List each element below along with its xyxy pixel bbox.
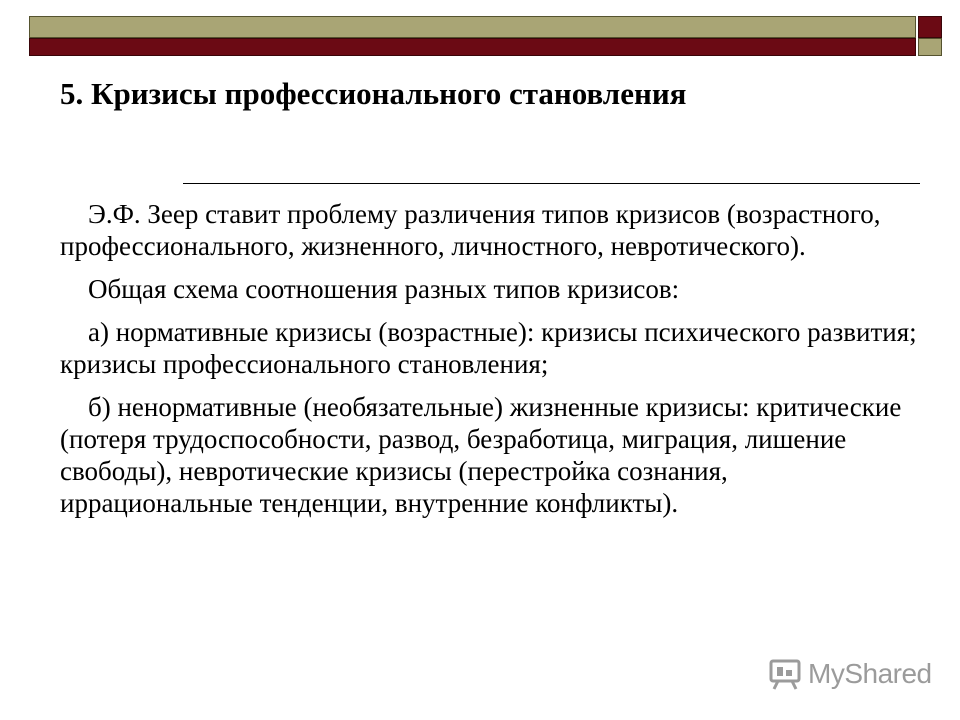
paragraph-normative: а) нормативные кризисы (возрастные): кризисы психического развития; кризисы профессионального становления; — [60, 317, 917, 379]
slide-body — [60, 198, 920, 530]
corner-square-olive — [918, 38, 942, 56]
presentation-board-icon — [768, 657, 802, 691]
paragraph-scheme: Общая схема соотношения разных типов кризисов: — [88, 274, 680, 304]
watermark-text: MyShared — [808, 658, 932, 689]
header-band-maroon — [29, 38, 916, 56]
header-band-olive — [29, 16, 916, 38]
corner-square-maroon — [918, 16, 942, 38]
title-divider — [183, 183, 920, 184]
slide-title: 5. Кризисы профессионального становления — [60, 76, 687, 111]
paragraph-nonnormative: б) ненормативные (необязательные) жизненные кризисы: критические (потеря трудоспособности, развод, безработица, миграция, лишение свободы), невротические кризисы (перестройка сознания, иррациональные тенденции, внутренние конфликты). — [60, 392, 902, 518]
watermark-logo — [768, 656, 932, 692]
paragraph-intro: Э.Ф. Зеер ставит проблему различения типов кризисов (возрастного, профессионального, жизненного, личностного, невротического). — [60, 199, 881, 261]
